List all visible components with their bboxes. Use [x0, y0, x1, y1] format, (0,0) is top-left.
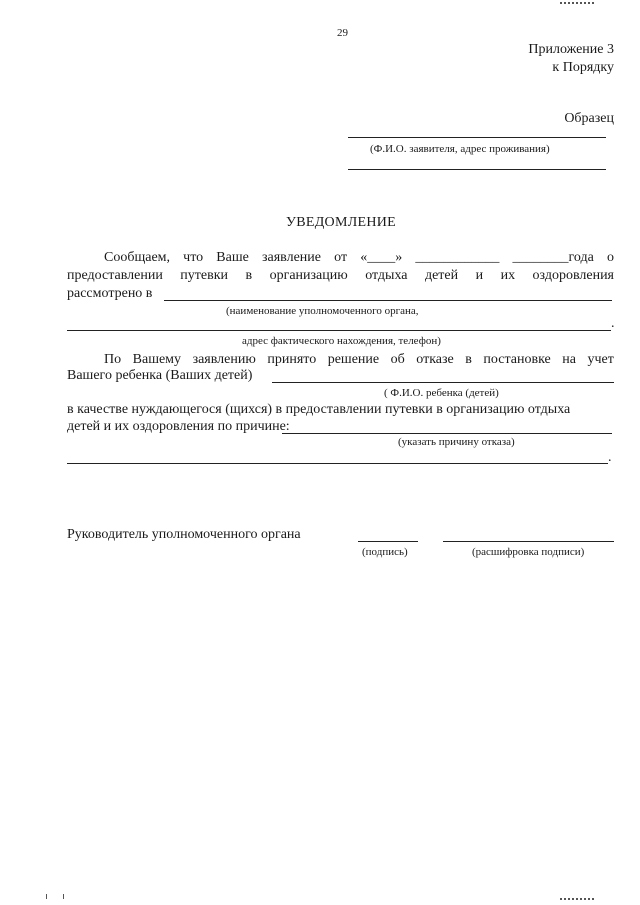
para2-word: постановке — [483, 352, 551, 367]
para1-word: их — [500, 268, 516, 283]
para1-word: предоставлении — [67, 268, 163, 283]
para2-line-2-prefix: Вашего ребенка (Ваших детей) — [67, 368, 253, 383]
document-title: УВЕДОМЛЕНИЕ — [286, 215, 397, 230]
address-caption: адрес фактического нахождения, телефон) — [242, 335, 441, 347]
para1-word: ____________ — [415, 250, 500, 265]
para2-word: Вашему — [132, 352, 182, 367]
authority-caption: (наименование уполномоченного органа, — [226, 305, 419, 317]
para2-word: отказе — [416, 352, 454, 367]
reason-caption: (указать причину отказа) — [398, 436, 515, 448]
address-line-period: . — [611, 316, 615, 331]
para1-line-3-prefix: рассмотрено в — [67, 286, 153, 301]
para2-word: По — [104, 352, 122, 367]
para1-word: ________года — [512, 250, 594, 265]
para1-word: и — [475, 268, 484, 283]
para2-line-4-prefix: детей и их оздоровления по причине: — [67, 419, 290, 434]
scan-mark-left-2 — [63, 894, 64, 899]
para1-word: в — [245, 268, 253, 283]
para1-word: Сообщаем, — [104, 250, 171, 265]
para2-word: принято — [267, 352, 317, 367]
para2-word: об — [390, 352, 405, 367]
para2-word: на — [562, 352, 576, 367]
appendix-line-1: Приложение 3 — [528, 42, 614, 57]
para1-word: путевки — [180, 268, 229, 283]
applicant-caption: (Ф.И.О. заявителя, адрес проживания) — [370, 143, 550, 155]
scan-mark-left-1 — [46, 894, 47, 899]
scan-mark-bottom — [560, 898, 594, 900]
para1-word: Ваше — [216, 250, 249, 265]
para2-word: учет — [587, 352, 614, 367]
para1-word: детей — [424, 268, 459, 283]
para1-word: что — [183, 250, 204, 265]
para1-word: отдыха — [365, 268, 408, 283]
para1-word: оздоровления — [532, 268, 614, 283]
para1-word: заявление — [261, 250, 321, 265]
reason-fill-line-2 — [67, 463, 608, 464]
reason-fill-line — [282, 433, 612, 434]
para1-line-1 — [104, 250, 614, 266]
address-fill-line — [67, 330, 611, 331]
signature-decoding-line — [443, 541, 614, 542]
para1-word: о — [606, 250, 614, 265]
decoding-caption: (расшифровка подписи) — [472, 546, 585, 558]
para1-word: от — [334, 250, 348, 265]
authority-fill-line — [164, 300, 612, 301]
para2-word: заявлению — [192, 352, 256, 367]
para1-line-2 — [67, 268, 614, 284]
reason-line-period: . — [608, 450, 612, 465]
page-number: 29 — [337, 27, 348, 39]
para2-line-1 — [104, 352, 614, 368]
para2-word: решение — [327, 352, 380, 367]
signature-caption: (подпись) — [362, 546, 408, 558]
para2-word: в — [465, 352, 472, 367]
scan-mark-top — [560, 2, 594, 4]
applicant-line-2 — [348, 169, 606, 170]
head-label: Руководитель уполномоченного органа — [67, 527, 301, 542]
para2-line-3: в качестве нуждающегося (щихся) в предоставлении путевки в организацию отдыха — [67, 402, 571, 417]
child-fill-line — [272, 382, 614, 383]
sample-label: Образец — [564, 111, 614, 126]
para1-word: организацию — [269, 268, 348, 283]
signature-line — [358, 541, 418, 542]
applicant-line-1 — [348, 137, 606, 138]
appendix-line-2: к Порядку — [552, 60, 614, 75]
child-caption: ( Ф.И.О. ребенка (детей) — [384, 387, 499, 399]
para1-word: «____» — [360, 250, 403, 265]
